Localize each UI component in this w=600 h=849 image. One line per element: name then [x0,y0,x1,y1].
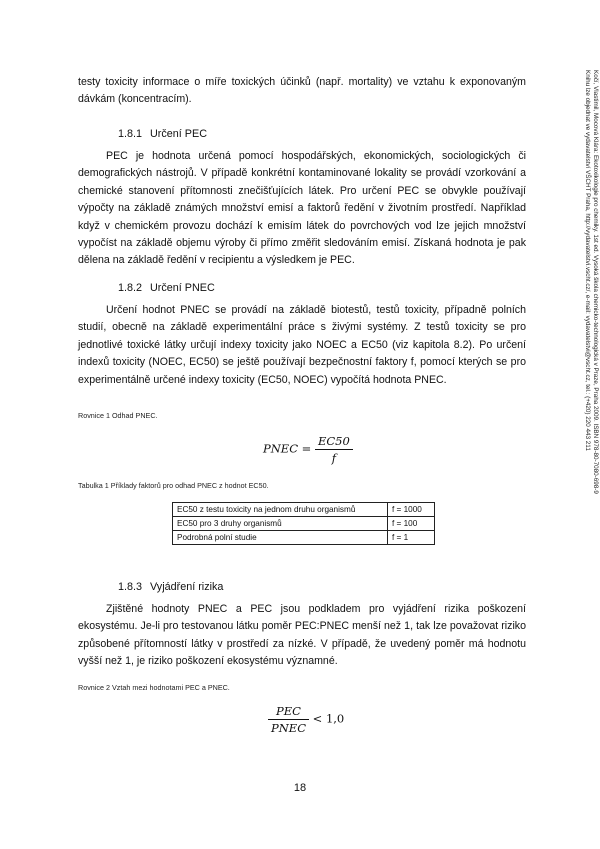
table-1-caption: Tabulka 1 Příklady faktorů pro odhad PNEC z hodnot EC50. [78,481,269,490]
equation-2-numerator: PEC [268,704,309,720]
equation-2-fraction [268,704,309,735]
table-row [173,517,435,531]
equation-2-caption: Rovnice 2 Vztah mezi hodnotami PEC a PNEC. [78,683,230,692]
section-1-8-3-paragraph: Zjištěné hodnoty PNEC a PEC jsou podkladem pro vyjádření rizika poškození ekosystému. Je-li pro testovanou látku poměr PEC:PNEC menší než 1, tak lze považovat riziko způsobené přítomností látky v prostředí za nízké. V případě, že uvedený poměr má hodnotu vyšší než 1, je riziko poškození ekosystému významné. [78,603,526,668]
section-1-8-1-paragraph: PEC je hodnota určená pomocí hospodářských, ekonomických, sociologických či demografických nástrojů. V případě konkrétní kontaminované lokality se provádí vzorkování a chemické stanovení přítomnosti znečišťujících látek. Pro určení PEC se obvykle používají výpočty na základě známých množství emisí a faktorů ředění v životním prostředí. Například když v chemickém provozu dochází k emisím látek do povrchových vod lze jejich množství vypočíst na základě objemu výroby či přímo změřit sledováním emisí. Získaná hodnota je pak dělena na základě ředění v recipientu a výsledkem je PEC. [78,150,526,267]
section-title: Vyjádření rizika [150,581,224,593]
equation-1-caption: Rovnice 1 Odhad PNEC. [78,411,158,420]
section-1-8-2-paragraph: Určení hodnot PNEC se provádí na základě biotestů, testů toxicity, případně polních studií, obecně na základě experimentální práce s živými systémy. Z testů toxicity se pro jednotlivé toxické látky určují indexy toxicity jako NOEC a EC50 (viz kapitola 8.2). Po určení indexů toxicity (NOEC, EC50) se ještě používají bezpečnostní faktory f, pomocí kterých se pro experimentálně určené indexy toxicity (EC50, NOEC) vypočítá hodnota PNEC. [78,304,526,386]
section-heading-1-8-3 [118,581,223,593]
table-cell: EC50 pro 3 druhy organismů [173,517,388,531]
section-title: Určení PNEC [150,282,215,294]
table-cell: f = 100 [388,517,435,531]
section-number: 1.8.1 [118,128,143,140]
section-heading-1-8-2 [118,282,215,294]
table-row [173,503,435,517]
table-cell: Podrobná polní studie [173,531,388,545]
side-citation [565,70,599,630]
equation-1-lhs: PNEC [263,441,298,456]
table-cell: EC50 z testu toxicity na jednom druhu organismů [173,503,388,517]
side-citation-line-1: Kočí, Vlastimil, Mocová Klára: Ekotoxikologie pro chemiky. 1st ed. Vysoká škola chemicko-technologická v Praze, Praha 2009. ISBN 978-80-7080-698-9 [592,70,599,494]
side-citation-text [583,70,599,630]
equation-1-numerator: EC50 [315,434,353,450]
equation-1-denominator: f [331,451,336,465]
section-heading-1-8-1 [118,128,207,140]
intro-paragraph: testy toxicity informace o míře toxických účinků (např. mortality) ve vztahu k exponovaným dávkám (koncentracím). [78,76,526,106]
equation-1 [263,434,353,465]
table-row [173,531,435,545]
side-citation-line-2: Knihu lze objednat ve vydavatelství VŠCHT Praha, http://vydavatelstvi.vscht.cz/, e-mail: vydavatelstvi@vscht.cz, tel.: (+420) 220 443 211 [583,70,591,451]
section-number: 1.8.2 [118,282,143,294]
section-title: Určení PEC [150,128,207,140]
section-number: 1.8.3 [118,581,143,593]
page-number: 18 [293,782,307,794]
equation-1-fraction [315,434,353,465]
table-cell: f = 1000 [388,503,435,517]
equation-1-operator: = [301,441,312,456]
factors-table [172,502,435,545]
table-cell: f = 1 [388,531,435,545]
equation-2-denominator: PNEC [271,721,306,735]
equation-2 [268,704,344,735]
equation-2-rhs: < 1,0 [312,711,345,726]
